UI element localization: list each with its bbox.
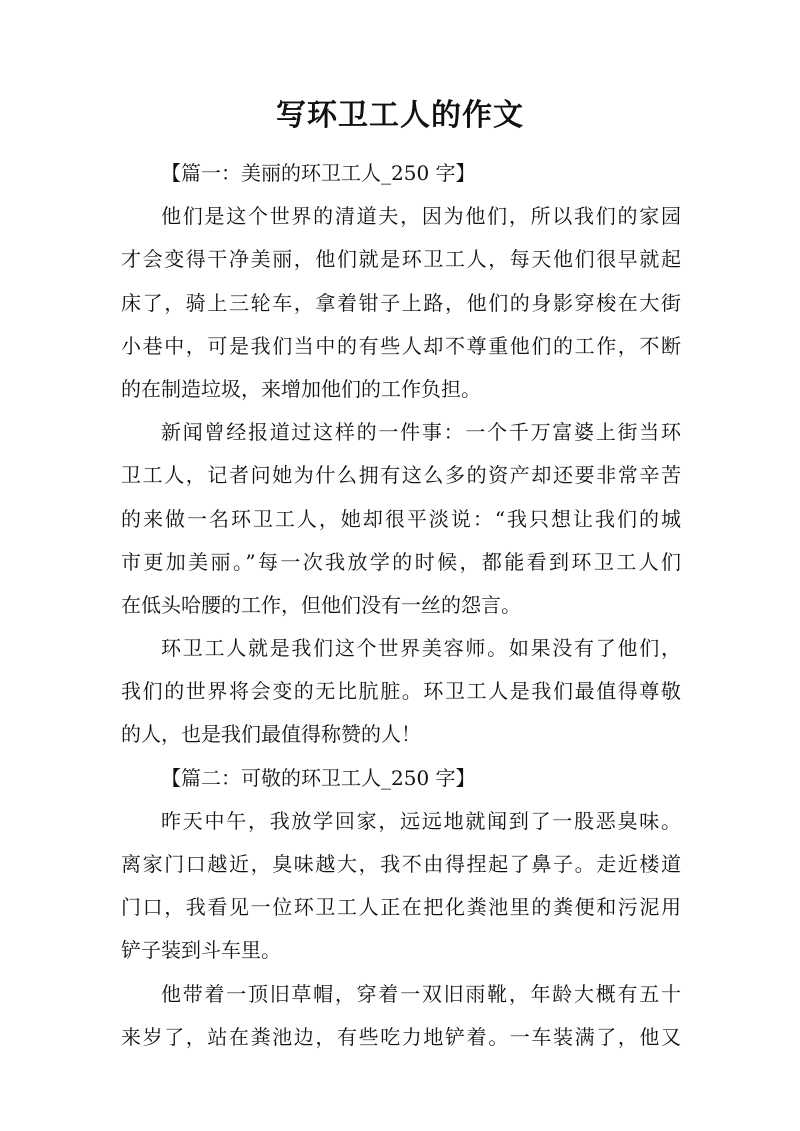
paragraph-line: 才会变得干净美丽，他们就是环卫工人，每天他们很早就起 <box>121 247 681 272</box>
document-body <box>121 152 681 1059</box>
paragraph-line: 床了，骑上三轮车，拿着钳子上路，他们的身影穿梭在大街 <box>121 290 681 315</box>
paragraph-line: 昨天中午，我放学回家，远远地就闻到了一股恶臭味。 <box>161 808 681 833</box>
paragraph-line: 卫工人，记者问她为什么拥有这么多的资产却还要非常辛苦 <box>121 463 681 488</box>
paragraph-line: 新闻曾经报道过这样的一件事：一个千万富婆上街当环 <box>161 420 681 445</box>
paragraph-line: 他们是这个世界的清道夫，因为他们，所以我们的家园 <box>161 204 681 229</box>
section-heading: 【篇一：美丽的环卫工人_250 字】 <box>161 161 476 185</box>
section-heading: 【篇二：可敬的环卫工人_250 字】 <box>161 765 476 790</box>
document-title: 写环卫工人的作文 <box>276 98 524 133</box>
paragraph-line: 小巷中，可是我们当中的有些人却不尊重他们的工作，不断 <box>121 333 681 358</box>
paragraph-line: 我们的世界将会变的无比肮脏。环卫工人是我们最值得尊敬 <box>121 679 681 704</box>
paragraph-line: 市更加美丽。”每一次我放学的时候，都能看到环卫工人们 <box>121 549 681 574</box>
paragraph-line: 铲子装到斗车里。 <box>121 938 281 963</box>
paragraph-line: 离家门口越近，臭味越大，我不由得捏起了鼻子。走近楼道 <box>121 852 681 876</box>
paragraph-line: 在低头哈腰的工作，但他们没有一丝的怨言。 <box>121 592 521 617</box>
paragraph-line: 的在制造垃圾，来增加他们的工作负担。 <box>121 376 481 401</box>
paragraph-line: 门口，我看见一位环卫工人正在把化粪池里的粪便和污泥用 <box>121 895 681 920</box>
paragraph-line: 来岁了，站在粪池边，有些吃力地铲着。一车装满了，他又 <box>121 1024 681 1049</box>
paragraph-line: 的来做一名环卫工人，她却很平淡说：“我只想让我们的城 <box>121 506 681 531</box>
paragraph-line: 他带着一顶旧草帽，穿着一双旧雨靴，年龄大概有五十 <box>161 981 681 1006</box>
paragraph-line: 环卫工人就是我们这个世界美容师。如果没有了他们， <box>161 636 681 661</box>
paragraph-line: 的人，也是我们最值得称赞的人！ <box>121 722 421 747</box>
